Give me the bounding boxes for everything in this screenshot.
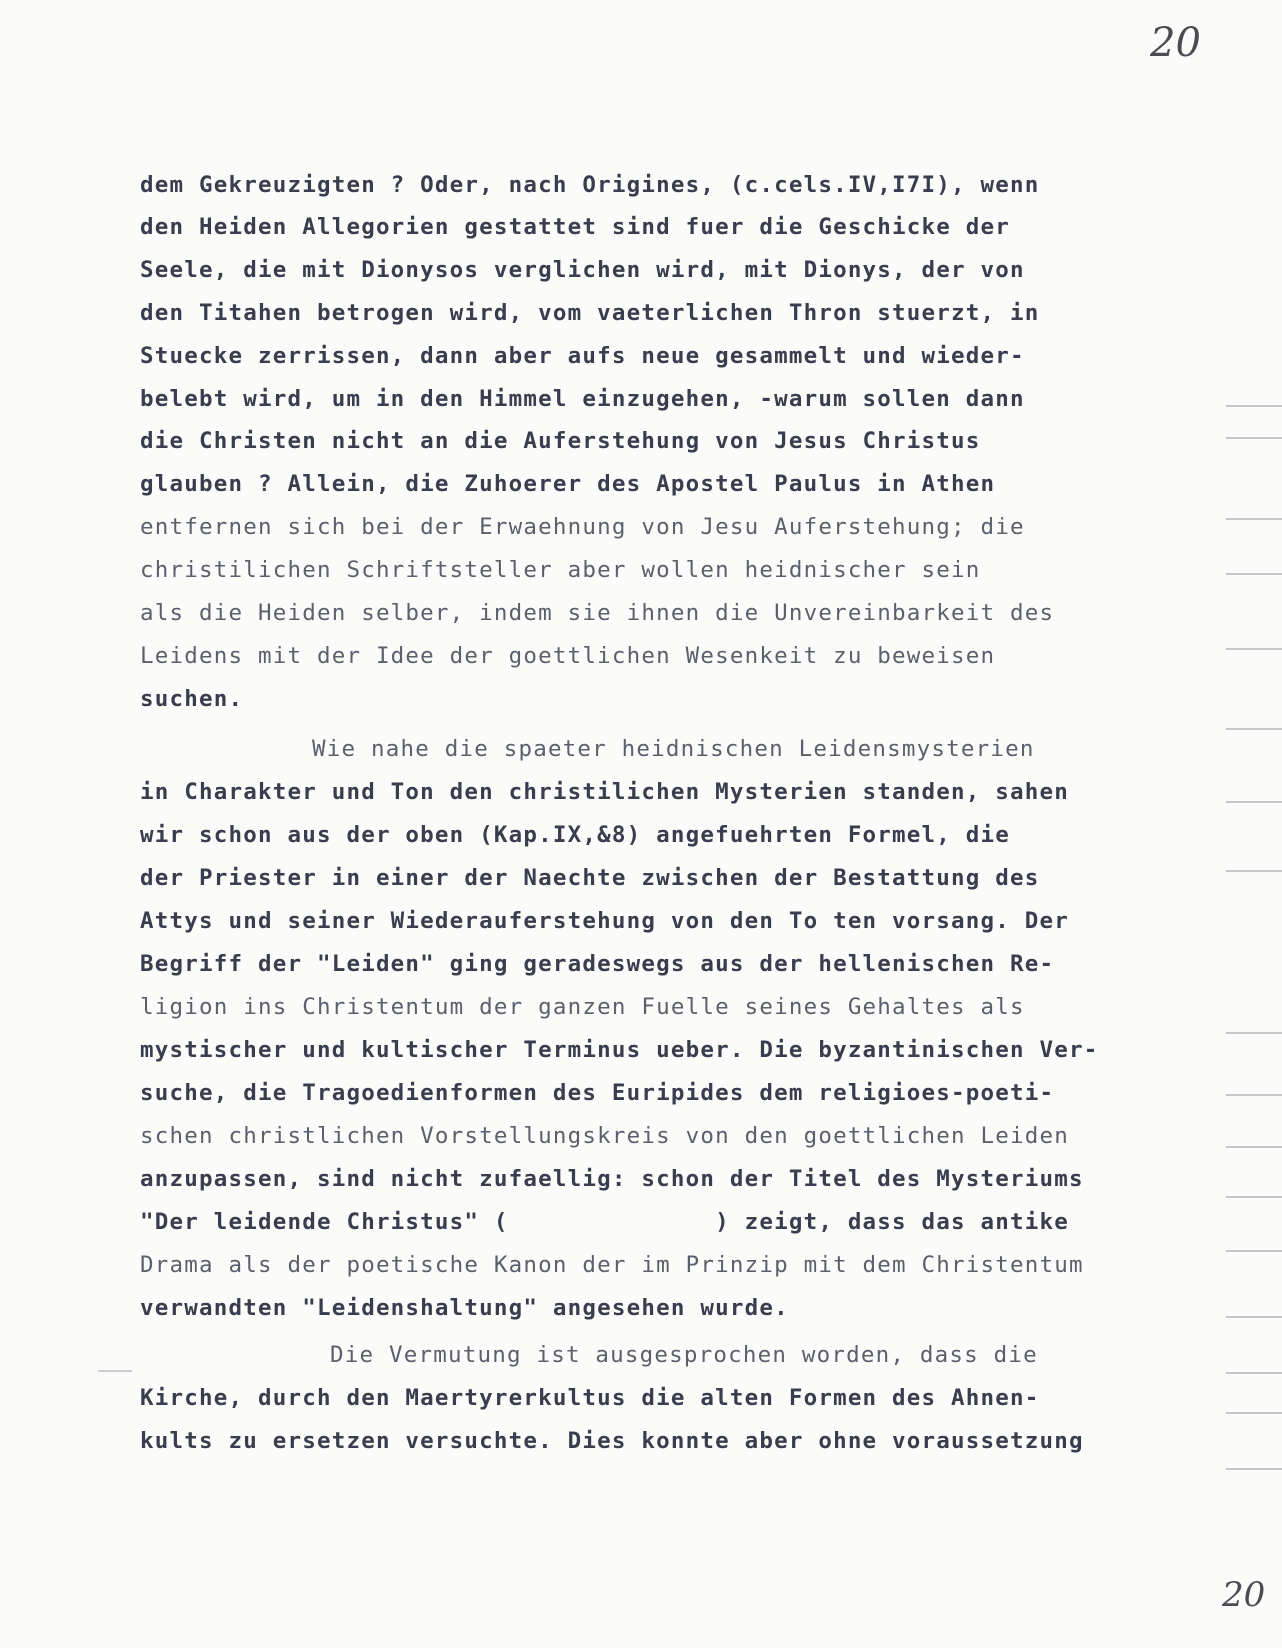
text-line: Seele, die mit Dionysos verglichen wird, mit Dionys, der von	[140, 257, 1025, 283]
text-line: in Charakter und Ton den christilichen Mysterien standen, sahen	[140, 779, 1070, 805]
text-line: Leidens mit der Idee der goettlichen Wesenkeit zu beweisen	[140, 643, 996, 669]
text-line: der Priester in einer der Naechte zwischen der Bestattung des	[140, 865, 1040, 891]
page-number-bottom: 20	[1222, 1575, 1266, 1615]
text-line: kults zu ersetzen versuchte. Dies konnte aber ohne voraussetzung	[140, 1428, 1084, 1454]
text-line: Die Vermutung ist ausgesprochen worden, dass die	[330, 1342, 1038, 1368]
text-line: Kirche, durch den Maertyrerkultus die alten Formen des Ahnen-	[140, 1385, 1040, 1411]
text-line: den Titahen betrogen wird, vom vaeterlichen Thron stuerzt, in	[140, 300, 1040, 326]
text-line: verwandten "Leidenshaltung" angesehen wurde.	[140, 1295, 789, 1321]
text-line: als die Heiden selber, indem sie ihnen die Unvereinbarkeit des	[140, 600, 1055, 626]
text-line: Attys und seiner Wiederauferstehung von den To ten vorsang. Der	[140, 908, 1070, 934]
text-line: wir schon aus der oben (Kap.IX,&8) angefuehrten Formel, die	[140, 822, 1011, 848]
text-line: entfernen sich bei der Erwaehnung von Jesu Auferstehung; die	[140, 514, 1025, 540]
page-number-top: 20	[1150, 20, 1201, 66]
text-line: die Christen nicht an die Auferstehung von Jesus Christus	[140, 428, 981, 454]
text-line: Drama als der poetische Kanon der im Prinzip mit dem Christentum	[140, 1252, 1084, 1278]
text-line: dem Gekreuzigten ? Oder, nach Origines, (c.cels.IV,I7I), wenn	[140, 172, 1040, 198]
text-line: suche, die Tragoedienformen des Euripides dem religioes-poeti-	[140, 1080, 1055, 1106]
text-line: anzupassen, sind nicht zufaellig: schon der Titel des Mysteriums	[140, 1166, 1084, 1192]
text-line: ligion ins Christentum der ganzen Fuelle seines Gehaltes als	[140, 994, 1025, 1020]
text-line: belebt wird, um in den Himmel einzugehen, -warum sollen dann	[140, 386, 1025, 412]
text-line: suchen.	[140, 686, 244, 712]
text-line: mystischer und kultischer Terminus ueber. Die byzantinischen Ver-	[140, 1037, 1099, 1063]
text-line: Wie nahe die spaeter heidnischen Leidensmysterien	[312, 736, 1035, 762]
text-line: schen christlichen Vorstellungskreis von den goettlichen Leiden	[140, 1123, 1070, 1149]
text-line: den Heiden Allegorien gestattet sind fuer die Geschicke der	[140, 214, 1011, 240]
text-line: glauben ? Allein, die Zuhoerer des Apostel Paulus in Athen	[140, 471, 996, 497]
text-line: "Der leidende Christus" ( ) zeigt, dass das antike	[140, 1209, 1070, 1235]
text-line: Begriff der "Leiden" ging geradeswegs aus der hellenischen Re-	[140, 951, 1055, 977]
text-line: christilichen Schriftsteller aber wollen heidnischer sein	[140, 557, 981, 583]
text-line: Stuecke zerrissen, dann aber aufs neue gesammelt und wieder-	[140, 343, 1025, 369]
